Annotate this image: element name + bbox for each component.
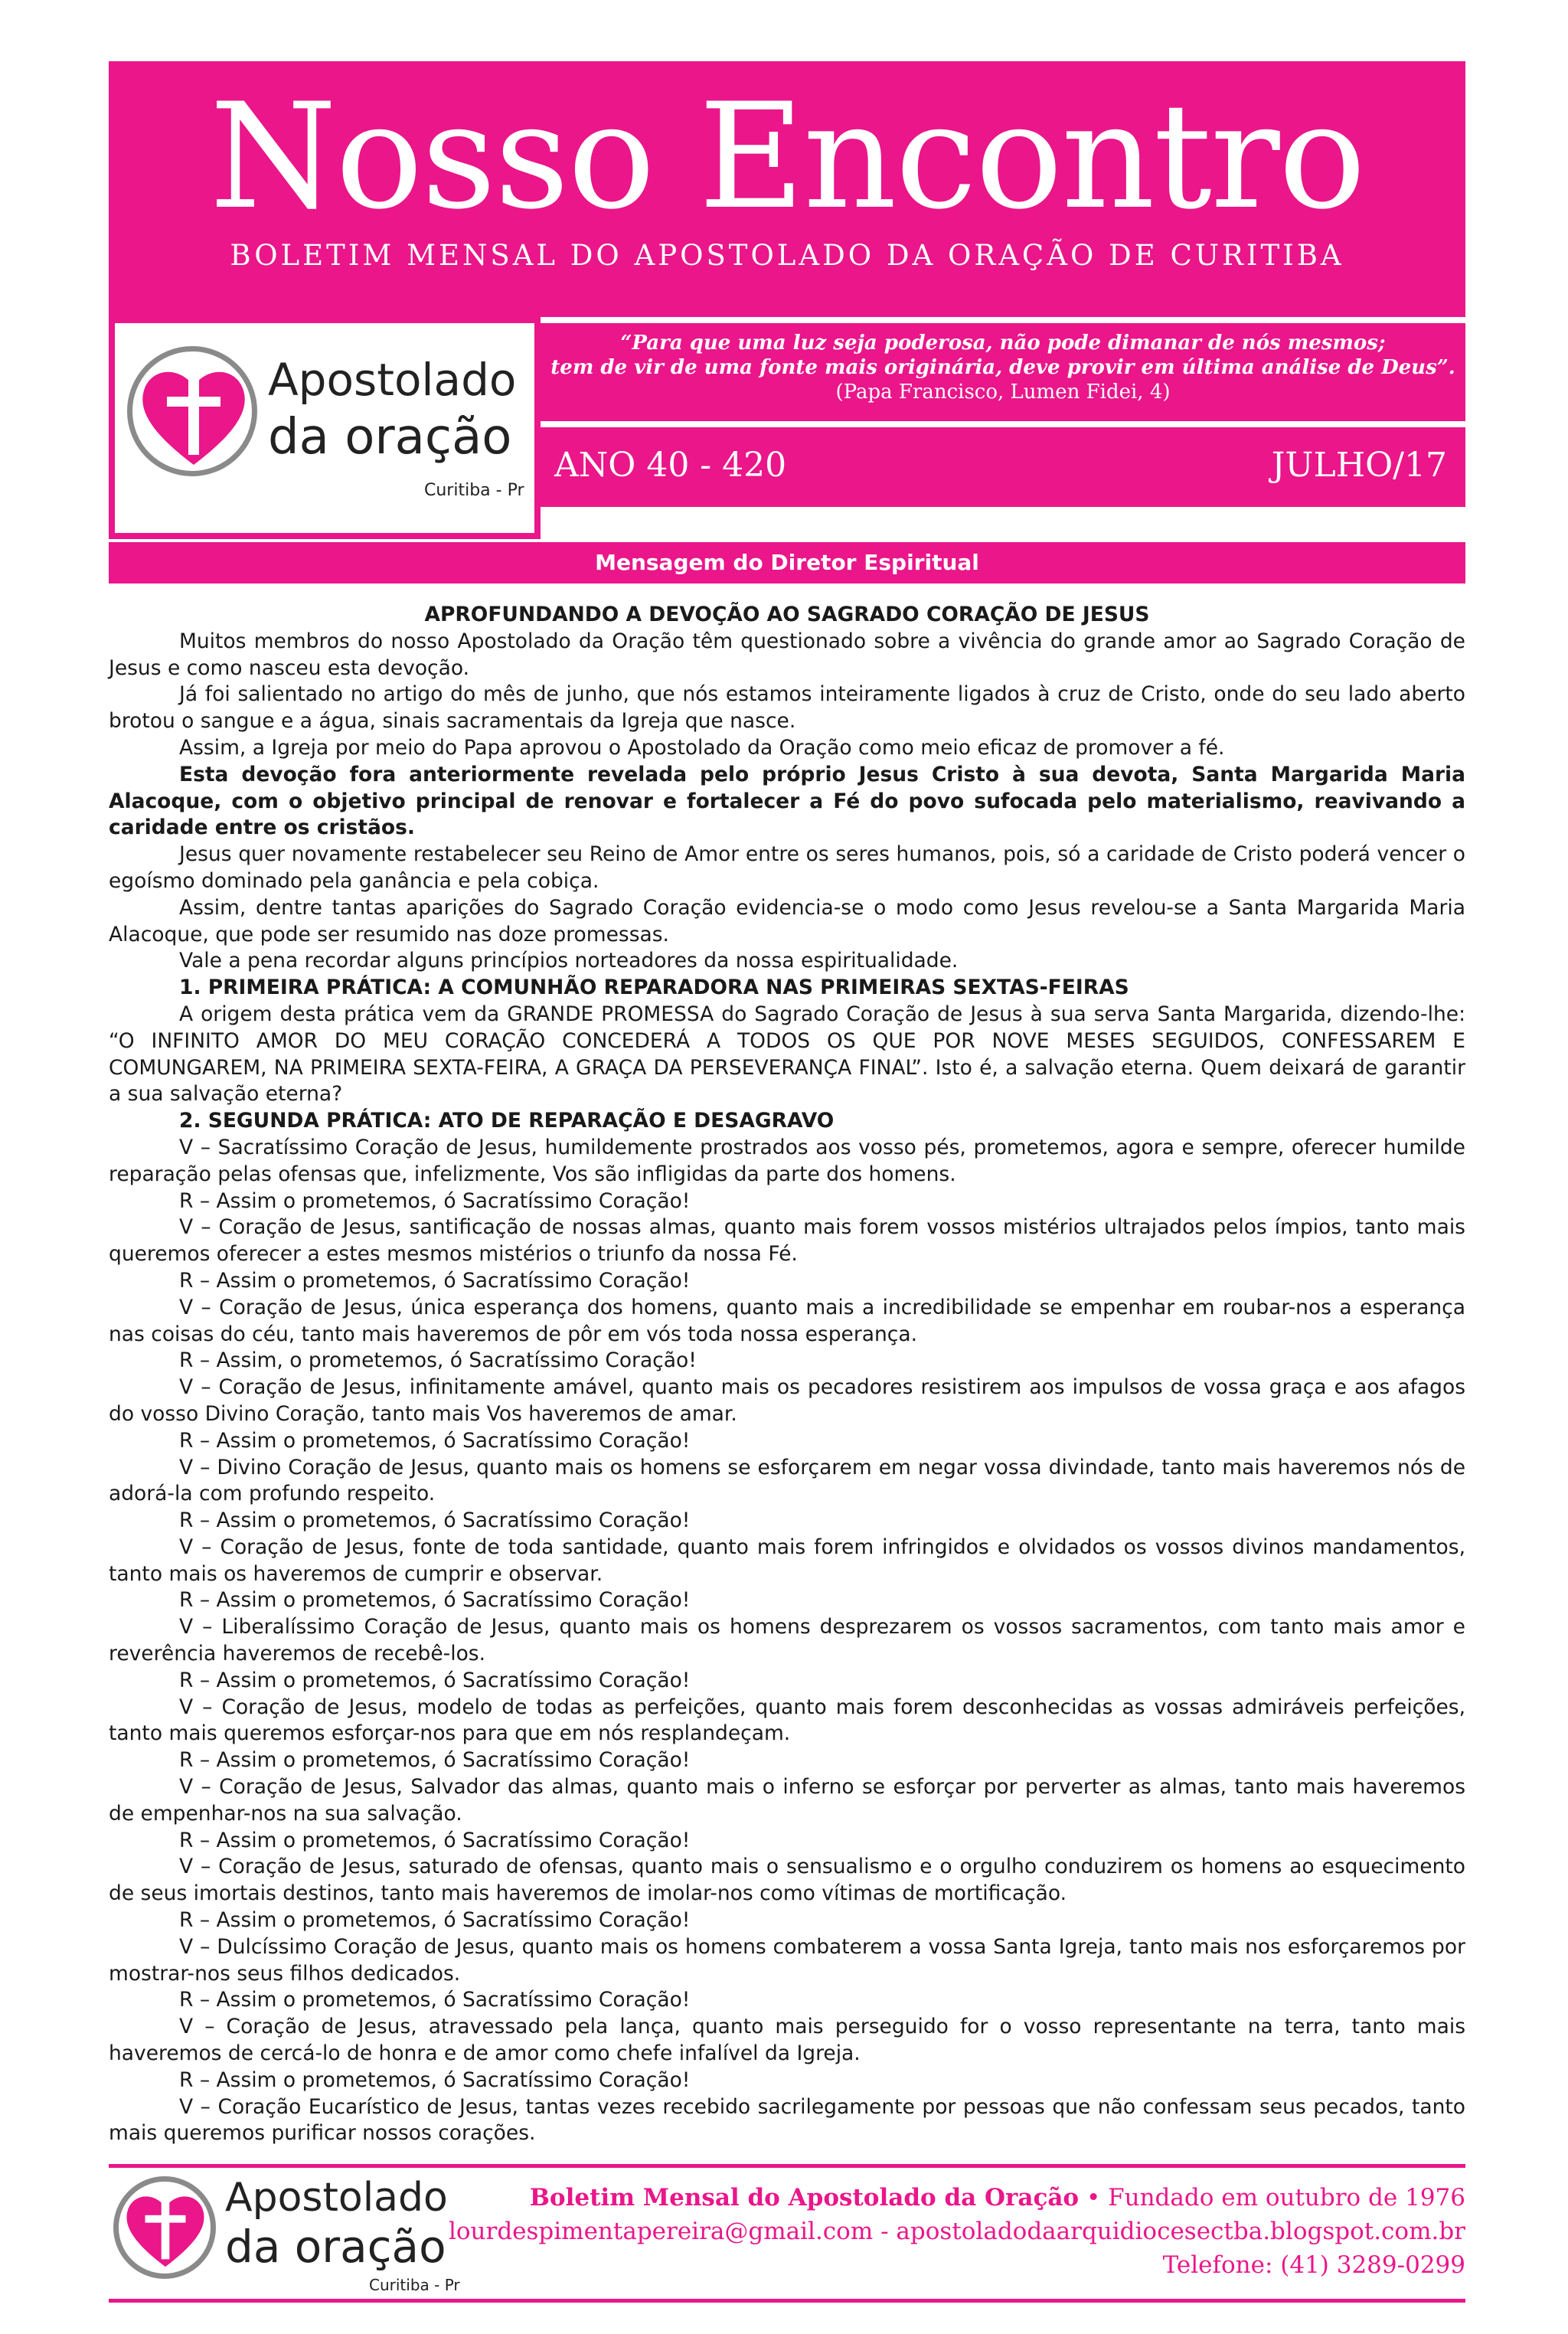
paragraph: V – Coração de Jesus, infinitamente amável, quanto mais os pecadores resistirem aos impulsos de vossa graça e aos afagos do vosso Divino Coração, tanto mais Vos haveremos de amar. bbox=[109, 1375, 1465, 1426]
footer-logo bbox=[109, 2173, 507, 2296]
paragraph: V – Sacratíssimo Coração de Jesus, humildemente prostrados aos vosso pés, prometemos, agora e sempre, oferecer humilde reparação pelas ofensas que, infelizmente, Vos são infligidas da parte dos homens. bbox=[109, 1135, 1465, 1186]
paragraph: R – Assim o prometemos, ó Sacratíssimo Coração! bbox=[179, 1828, 691, 1852]
paragraph: R – Assim o prometemos, ó Sacratíssimo Coração! bbox=[179, 1428, 691, 1453]
paragraph: V – Coração de Jesus, modelo de todas as perfeições, quanto mais forem desconhecidas as vossas admiráveis perfeições, tanto mais queremos esforçar-nos para que em nós resplandeçam. bbox=[109, 1695, 1465, 1746]
paragraph: V – Dulcíssimo Coração de Jesus, quanto mais os homens combaterem a vossa Santa Igreja, tanto mais nos esforçaremos por mostrar-nos seus filhos dedicados. bbox=[109, 1934, 1465, 1986]
paragraph: Jesus quer novamente restabelecer seu Reino de Amor entre os seres humanos, pois, só a caridade de Cristo poderá vencer o egoísmo dominado pela ganância e pela cobiça. bbox=[109, 842, 1465, 893]
paragraph: V – Coração de Jesus, saturado de ofensas, quanto mais o sensualismo e o orgulho conduzirem os homens ao esquecimento de seus imortais destinos, tanto mais haveremos de imolar-nos como vítimas de mortificação. bbox=[109, 1855, 1465, 1906]
paragraph: R – Assim o prometemos, ó Sacratíssimo Coração! bbox=[179, 1188, 691, 1213]
paragraph: V – Coração de Jesus, santificação de nossas almas, quanto mais forem vossos mistérios ultrajados pelos ímpios, tanto mais queremos oferecer a estes mesmos mistérios o triunfo da nossa Fé. bbox=[109, 1215, 1465, 1267]
paragraph: Vale a pena recordar alguns princípios norteadores da nossa espiritualidade. bbox=[179, 949, 959, 973]
divider bbox=[541, 421, 1465, 427]
footer-info bbox=[449, 2181, 1465, 2282]
article-heading: APROFUNDANDO A DEVOÇÃO AO SAGRADO CORAÇÃO DE JESUS bbox=[424, 603, 1150, 626]
paragraph: R – Assim o prometemos, ó Sacratíssimo Coração! bbox=[179, 1908, 691, 1933]
footer-contacts: lourdespimentapereira@gmail.com - apostoladodaarquidiocesectba.blogspot.com.br bbox=[448, 2218, 1465, 2245]
issue-box bbox=[541, 427, 1465, 507]
quote-source: (Papa Francisco, Lumen Fidei, 4) bbox=[835, 381, 1171, 404]
paragraph: V – Liberalíssimo Coração de Jesus, quanto mais os homens desprezarem os vossos sacramentos, com tanto mais amor e reverência haveremos de recebê-los. bbox=[109, 1615, 1465, 1666]
masthead bbox=[109, 61, 1465, 317]
section-title: Mensagem do Diretor Espiritual bbox=[109, 542, 1465, 584]
sacred-heart-cross-icon bbox=[138, 361, 250, 469]
article bbox=[109, 602, 1465, 2147]
paragraph: R – Assim, o prometemos, ó Sacratíssimo Coração! bbox=[179, 1348, 697, 1373]
paragraph: R – Assim o prometemos, ó Sacratíssimo Coração! bbox=[179, 1748, 691, 1773]
apostolado-logo bbox=[124, 338, 537, 522]
paragraph: R – Assim o prometemos, ó Sacratíssimo Coração! bbox=[179, 2068, 691, 2092]
paragraph-bold: Esta devoção fora anteriormente revelada pelo próprio Jesus Cristo à sua devota, Santa Margarida Maria Alacoque, com o objetivo principal de renovar e fortalecer a Fé do povo sufocada pelo materialismo, reavivando a caridade entre os cristãos. bbox=[109, 762, 1465, 840]
header-logo-box bbox=[109, 317, 541, 539]
paragraph: V – Coração de Jesus, única esperança dos homens, quanto mais a incredibilidade se empenhar em roubar-nos a esperança nas coisas do céu, tanto mais haveremos de pôr em vós toda nossa esperança. bbox=[109, 1295, 1465, 1346]
paragraph: R – Assim o prometemos, ó Sacratíssimo Coração! bbox=[179, 1268, 691, 1293]
issue-number: ANO 40 - 420 bbox=[554, 446, 787, 485]
footer-divider-top bbox=[109, 2164, 1465, 2168]
paragraph: Assim, a Igreja por meio do Papa aprovou o Apostolado da Oração como meio eficaz de promover a fé. bbox=[179, 735, 1225, 760]
paragraph: R – Assim o prometemos, ó Sacratíssimo Coração! bbox=[179, 1988, 691, 2012]
paragraph: V – Divino Coração de Jesus, quanto mais os homens se esforçarem em negar vossa divindade, tanto mais haveremos nós de adorá-la com profundo respeito. bbox=[109, 1455, 1465, 1506]
footer-phone: Telefone: (41) 3289-0299 bbox=[1162, 2251, 1465, 2279]
paragraph: Muitos membros do nosso Apostolado da Oração têm questionado sobre a vivência do grande amor ao Sagrado Coração de Jesus e como nasceu esta devoção. bbox=[109, 629, 1465, 680]
footer-publication: Boletim Mensal do Apostolado da Oração bbox=[529, 2184, 1080, 2211]
paragraph: Já foi salientado no artigo do mês de junho, que nós estamos inteiramente ligados à cruz de Cristo, onde do seu lado aberto brotou o sangue e a água, sinais sacramentais da Igreja que nasce. bbox=[109, 682, 1465, 734]
footer-founded: • Fundado em outubro de 1976 bbox=[1079, 2184, 1465, 2211]
quote-line2: tem de vir de uma fonte mais originária, deve provir em última análise de Deus”. bbox=[550, 356, 1455, 379]
logo-name-line1: Apostolado bbox=[268, 354, 517, 406]
paragraph: A origem desta prática vem da GRANDE PROMESSA do Sagrado Coração de Jesus à sua serva Santa Margarida, dizendo-lhe: “O INFINITO AMOR DO MEU CORAÇÃO CONCEDERÁ A TODOS OS QUE POR NOVE MESES SEGUIDOS, CONFESSAREM E COMUNGAREM, NA PRIMEIRA SEXTA-FEIRA, A GRAÇA DA PERSEVERANÇA FINAL”. Isto é, a salvação eterna. Quem deixará de garantir a sua salvação eterna? bbox=[109, 1002, 1465, 1107]
logo-name-line2: da oração bbox=[268, 409, 512, 466]
paragraph: V – Coração Eucarístico de Jesus, tantas vezes recebido sacrilegamente por pessoas que não confessam seus pecados, tanto mais queremos purificar nossos corações. bbox=[109, 2094, 1465, 2146]
footer-line1 bbox=[449, 2181, 1465, 2215]
newsletter-title: Nosso Encontro bbox=[209, 72, 1365, 241]
paragraph: V – Coração de Jesus, atravessado pela lança, quanto mais perseguido for o vosso representante na terra, tanto mais haveremos de cercá-lo de honra e de amor como chefe infalível da Igreja. bbox=[109, 2015, 1465, 2066]
practice-heading: 2. SEGUNDA PRÁTICA: ATO DE REPARAÇÃO E DESAGRAVO bbox=[179, 1109, 835, 1133]
quote-line1: “Para que uma luz seja poderosa, não pode dimanar de nós mesmos; bbox=[620, 332, 1386, 355]
paragraph: V – Coração de Jesus, Salvador das almas, quanto mais o inferno se esforçar por perverter as almas, tanto mais haveremos de empenhar-nos na sua salvação. bbox=[109, 1775, 1465, 1826]
practice-heading: 1. PRIMEIRA PRÁTICA: A COMUNHÃO REPARADORA NAS PRIMEIRAS SEXTAS-FEIRAS bbox=[179, 976, 1129, 1000]
paragraph: V – Coração de Jesus, fonte de toda santidade, quanto mais forem infringidos e olvidados os vossos divinos mandamentos, tanto mais os haveremos de cumprir e observar. bbox=[109, 1535, 1465, 1586]
logo-city: Curitiba - Pr bbox=[424, 481, 524, 500]
logo-city: Curitiba - Pr bbox=[369, 2276, 460, 2294]
logo-name-line1: Apostolado bbox=[225, 2175, 448, 2221]
logo-name-line2: da oração bbox=[225, 2221, 446, 2273]
paragraph: R – Assim o prometemos, ó Sacratíssimo Coração! bbox=[179, 1668, 691, 1692]
issue-month: JULHO/17 bbox=[1271, 446, 1447, 485]
sacred-heart-cross-icon bbox=[122, 2189, 208, 2270]
paragraph: R – Assim o prometemos, ó Sacratíssimo Coração! bbox=[179, 1509, 691, 1533]
footer-divider-bottom bbox=[109, 2299, 1465, 2303]
newsletter-subtitle: BOLETIM MENSAL DO APOSTOLADO DA ORAÇÃO DE CURITIBA bbox=[230, 239, 1344, 272]
paragraph: Assim, dentre tantas aparições do Sagrado Coração evidencia-se o modo como Jesus revelou-se a Santa Margarida Maria Alacoque, que pode ser resumido nas doze promessas. bbox=[109, 895, 1465, 946]
quote-box bbox=[541, 317, 1465, 421]
paragraph: R – Assim o prometemos, ó Sacratíssimo Coração! bbox=[179, 1588, 691, 1613]
